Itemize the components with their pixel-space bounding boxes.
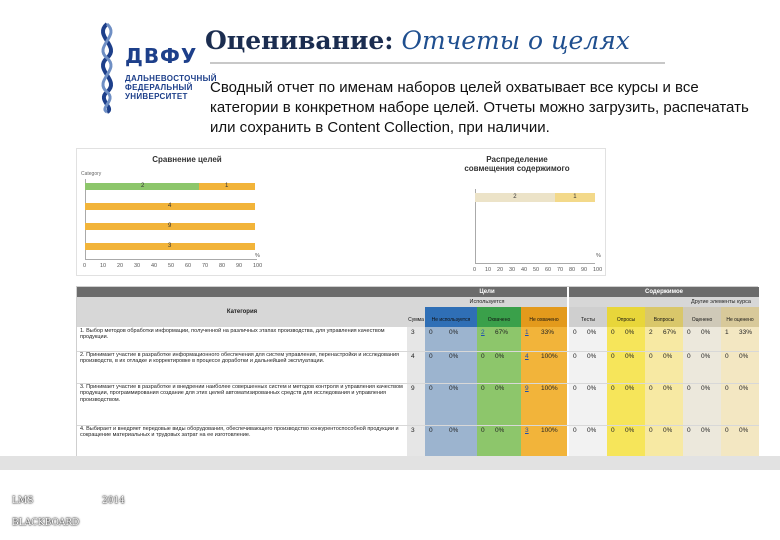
row-3-value-14: 0 <box>687 385 691 392</box>
slide-description: Сводный отчет по именам наборов целей охватывает все курсы и все категории в конкретном наборе целей. Отчеты можно загрузить, распечатать или сохранить в Content Collection, при наличии. <box>210 79 749 136</box>
left-x-tick-60: 60 <box>185 263 192 269</box>
row-4-value-6: 3 <box>525 427 529 434</box>
row-3-value-6: 9 <box>525 385 529 392</box>
row-3-value-9: 0% <box>587 385 597 392</box>
left-x-tick-50: 50 <box>168 263 175 269</box>
row-2-value-12: 0 <box>649 353 653 360</box>
right-bar-label-1: 2 <box>513 194 517 200</box>
left-bar-label-1-2: 1 <box>225 183 229 189</box>
row-2-value-11: 0% <box>625 353 635 360</box>
row-4-value-4: 0 <box>481 427 485 434</box>
footer-year: 2014 <box>102 496 125 506</box>
row-1-value-17: 33% <box>739 329 753 336</box>
row-4-value-3: 0% <box>449 427 459 434</box>
right-chart-title-2: совмещения содержимого <box>464 164 570 173</box>
column-header-8: Оценено <box>683 307 721 327</box>
column-header-1: Сумма <box>407 307 425 327</box>
row-3-value-1: 9 <box>411 385 415 392</box>
row-2-value-7: 100% <box>541 353 558 360</box>
logo-university-name <box>125 74 217 101</box>
row-2-value-8: 0 <box>573 353 577 360</box>
row-1-category: 1. Выбор методов обработки информации, полученной на различных этапах производства, для управления качеством продукции. <box>80 328 385 341</box>
header-goals: Цели <box>407 287 567 297</box>
slide-title <box>205 26 630 55</box>
logo-brand: ДВФУ <box>125 44 198 68</box>
left-bar-label-4: 3 <box>168 243 172 249</box>
row-1-value-4: 2 <box>481 329 485 336</box>
row-2-value-3: 0% <box>449 353 459 360</box>
row-2-value-6: 4 <box>525 353 529 360</box>
logo-line-2: ФЕДЕРАЛЬНЫЙ <box>125 83 193 92</box>
row-1-value-11: 0% <box>625 329 635 336</box>
row-1-value-10: 0 <box>611 329 615 336</box>
right-x-tick-20: 20 <box>497 267 504 273</box>
row-1-value-13: 67% <box>663 329 677 336</box>
row-4-value-16: 0 <box>725 427 729 434</box>
column-header-2: Не используется <box>425 307 477 327</box>
left-x-tick-90: 90 <box>236 263 243 269</box>
row-2-value-4: 0 <box>481 353 485 360</box>
row-1-value-16: 1 <box>725 329 729 336</box>
row-2-value-17: 0% <box>739 353 749 360</box>
row-4-value-13: 0% <box>663 427 673 434</box>
row-1-value-2: 0 <box>429 329 433 336</box>
row-3-value-10: 0 <box>611 385 615 392</box>
row-2-value-15: 0% <box>701 353 711 360</box>
row-4-value-11: 0% <box>625 427 635 434</box>
header-used-group: Используется <box>407 297 567 307</box>
column-band-9 <box>721 327 759 459</box>
left-bar-label-1-1: 2 <box>141 183 145 189</box>
logo-line-3: УНИВЕРСИТЕТ <box>125 92 188 101</box>
row-4-value-9: 0% <box>587 427 597 434</box>
row-1-value-6: 1 <box>525 329 529 336</box>
row-2-value-13: 0% <box>663 353 673 360</box>
right-x-tick-60: 60 <box>545 267 552 273</box>
column-header-6: Опросы <box>607 307 645 327</box>
right-x-tick-10: 10 <box>485 267 492 273</box>
column-header-5: Тесты <box>569 307 607 327</box>
row-1-value-14: 0 <box>687 329 691 336</box>
row-4-value-17: 0% <box>739 427 749 434</box>
column-header-3: Охвачено <box>477 307 521 327</box>
row-1-value-12: 2 <box>649 329 653 336</box>
row-1-value-7: 33% <box>541 329 555 336</box>
header-blank <box>77 287 407 297</box>
row-3-value-16: 0 <box>725 385 729 392</box>
row-2-value-2: 0 <box>429 353 433 360</box>
right-x-tick-90: 90 <box>581 267 588 273</box>
left-x-tick-30: 30 <box>134 263 141 269</box>
dvfu-logo <box>85 22 217 112</box>
left-x-tick-80: 80 <box>219 263 226 269</box>
row-2-value-9: 0% <box>587 353 597 360</box>
dna-helix-icon <box>89 22 125 114</box>
right-x-tick-40: 40 <box>521 267 528 273</box>
right-bar-label-2: 1 <box>573 194 577 200</box>
right-chart-title-1: Распределение <box>486 155 548 164</box>
left-chart-x-axis <box>85 259 257 260</box>
row-3-value-11: 0% <box>625 385 635 392</box>
column-header-7: Вопросы <box>645 307 683 327</box>
slide-title-rest: Отчеты о целях <box>393 26 630 55</box>
row-4-value-15: 0% <box>701 427 711 434</box>
header-category: Категория <box>77 297 407 327</box>
column-band-6 <box>607 327 645 459</box>
column-band-5 <box>569 327 607 459</box>
row-3-value-7: 100% <box>541 385 558 392</box>
column-band-1 <box>407 327 425 459</box>
column-header-9: Не оценено <box>721 307 759 327</box>
row-4-value-10: 0 <box>611 427 615 434</box>
row-1-value-5: 67% <box>495 329 509 336</box>
left-x-tick-10: 10 <box>100 263 107 269</box>
footer-blackboard: BLACKBOARD <box>12 518 80 528</box>
left-chart-ylabel: Category <box>81 171 102 177</box>
footer-lms: LMS <box>12 496 34 506</box>
left-chart-pct: % <box>255 253 260 259</box>
row-3-value-5: 0% <box>495 385 505 392</box>
row-4-value-14: 0 <box>687 427 691 434</box>
row-2-category: 2. Принимает участие в разработке информационного обеспечения для систем управления, перенастройки и исследования производств, в их отладке и корректировке в процессе доработки и дальнейшей эксплуатации. <box>80 352 399 365</box>
charts-panel <box>76 148 606 276</box>
right-x-tick-0: 0 <box>473 267 477 273</box>
slide-title-bold: Оценивание: <box>205 26 394 55</box>
row-1-value-3: 0% <box>449 329 459 336</box>
logo-line-1: ДАЛЬНЕВОСТОЧНЫЙ <box>125 74 217 83</box>
row-3-value-17: 0% <box>739 385 749 392</box>
row-4-value-1: 3 <box>411 427 415 434</box>
goals-report-table <box>76 286 758 458</box>
row-3-value-13: 0% <box>663 385 673 392</box>
column-header-4: Не охвачено <box>521 307 567 327</box>
header-content: Содержимое <box>569 287 759 297</box>
left-bar-label-2: 4 <box>168 203 172 209</box>
title-divider <box>210 62 665 64</box>
row-3-value-15: 0% <box>701 385 711 392</box>
column-band-4 <box>521 327 567 459</box>
right-x-tick-100: 100 <box>593 267 603 273</box>
right-chart-x-axis <box>475 263 595 264</box>
left-chart-title: Сравнение целей <box>152 155 222 164</box>
left-x-tick-0: 0 <box>83 263 87 269</box>
left-x-tick-100: 100 <box>253 263 263 269</box>
row-2-value-16: 0 <box>725 353 729 360</box>
row-2-value-10: 0 <box>611 353 615 360</box>
row-3-value-12: 0 <box>649 385 653 392</box>
row-2-value-5: 0% <box>495 353 505 360</box>
row-4-value-7: 100% <box>541 427 558 434</box>
right-x-tick-30: 30 <box>509 267 516 273</box>
column-band-2 <box>425 327 477 459</box>
row-3-category: 3. Принимает участие в разработке и внедрении наиболее совершенных систем и методов контроля и управления качеством продукции, программирования создание для этих целей автоматизированных средств для исследования и управления производством. <box>80 384 403 403</box>
header-other: Другие элементы курса <box>683 297 759 307</box>
row-3-value-3: 0% <box>449 385 459 392</box>
row-4-value-2: 0 <box>429 427 433 434</box>
row-2-value-14: 0 <box>687 353 691 360</box>
right-x-tick-70: 70 <box>557 267 564 273</box>
row-3-value-8: 0 <box>573 385 577 392</box>
column-band-8 <box>683 327 721 459</box>
row-2-value-1: 4 <box>411 353 415 360</box>
row-1-value-15: 0% <box>701 329 711 336</box>
right-x-tick-50: 50 <box>533 267 540 273</box>
left-x-tick-40: 40 <box>151 263 158 269</box>
left-x-tick-70: 70 <box>202 263 209 269</box>
right-chart-pct: % <box>596 253 601 259</box>
row-3-value-2: 0 <box>429 385 433 392</box>
left-bar-label-3: 9 <box>168 223 172 229</box>
column-band-3 <box>477 327 521 459</box>
row-1-value-8: 0 <box>573 329 577 336</box>
column-band-7 <box>645 327 683 459</box>
row-4-category: 4. Выбирает и внедряет передовые виды оборудования, обеспечивающего производство конкурентоспособной продукции и сокращение материальных и трудовых затрат на ее изготовление. <box>80 426 399 439</box>
row-4-value-5: 0% <box>495 427 505 434</box>
footer-band <box>0 456 780 470</box>
row-4-value-12: 0 <box>649 427 653 434</box>
row-1-value-9: 0% <box>587 329 597 336</box>
left-x-tick-20: 20 <box>117 263 124 269</box>
right-x-tick-80: 80 <box>569 267 576 273</box>
row-3-value-4: 0 <box>481 385 485 392</box>
row-4-value-8: 0 <box>573 427 577 434</box>
row-1-value-1: 3 <box>411 329 415 336</box>
